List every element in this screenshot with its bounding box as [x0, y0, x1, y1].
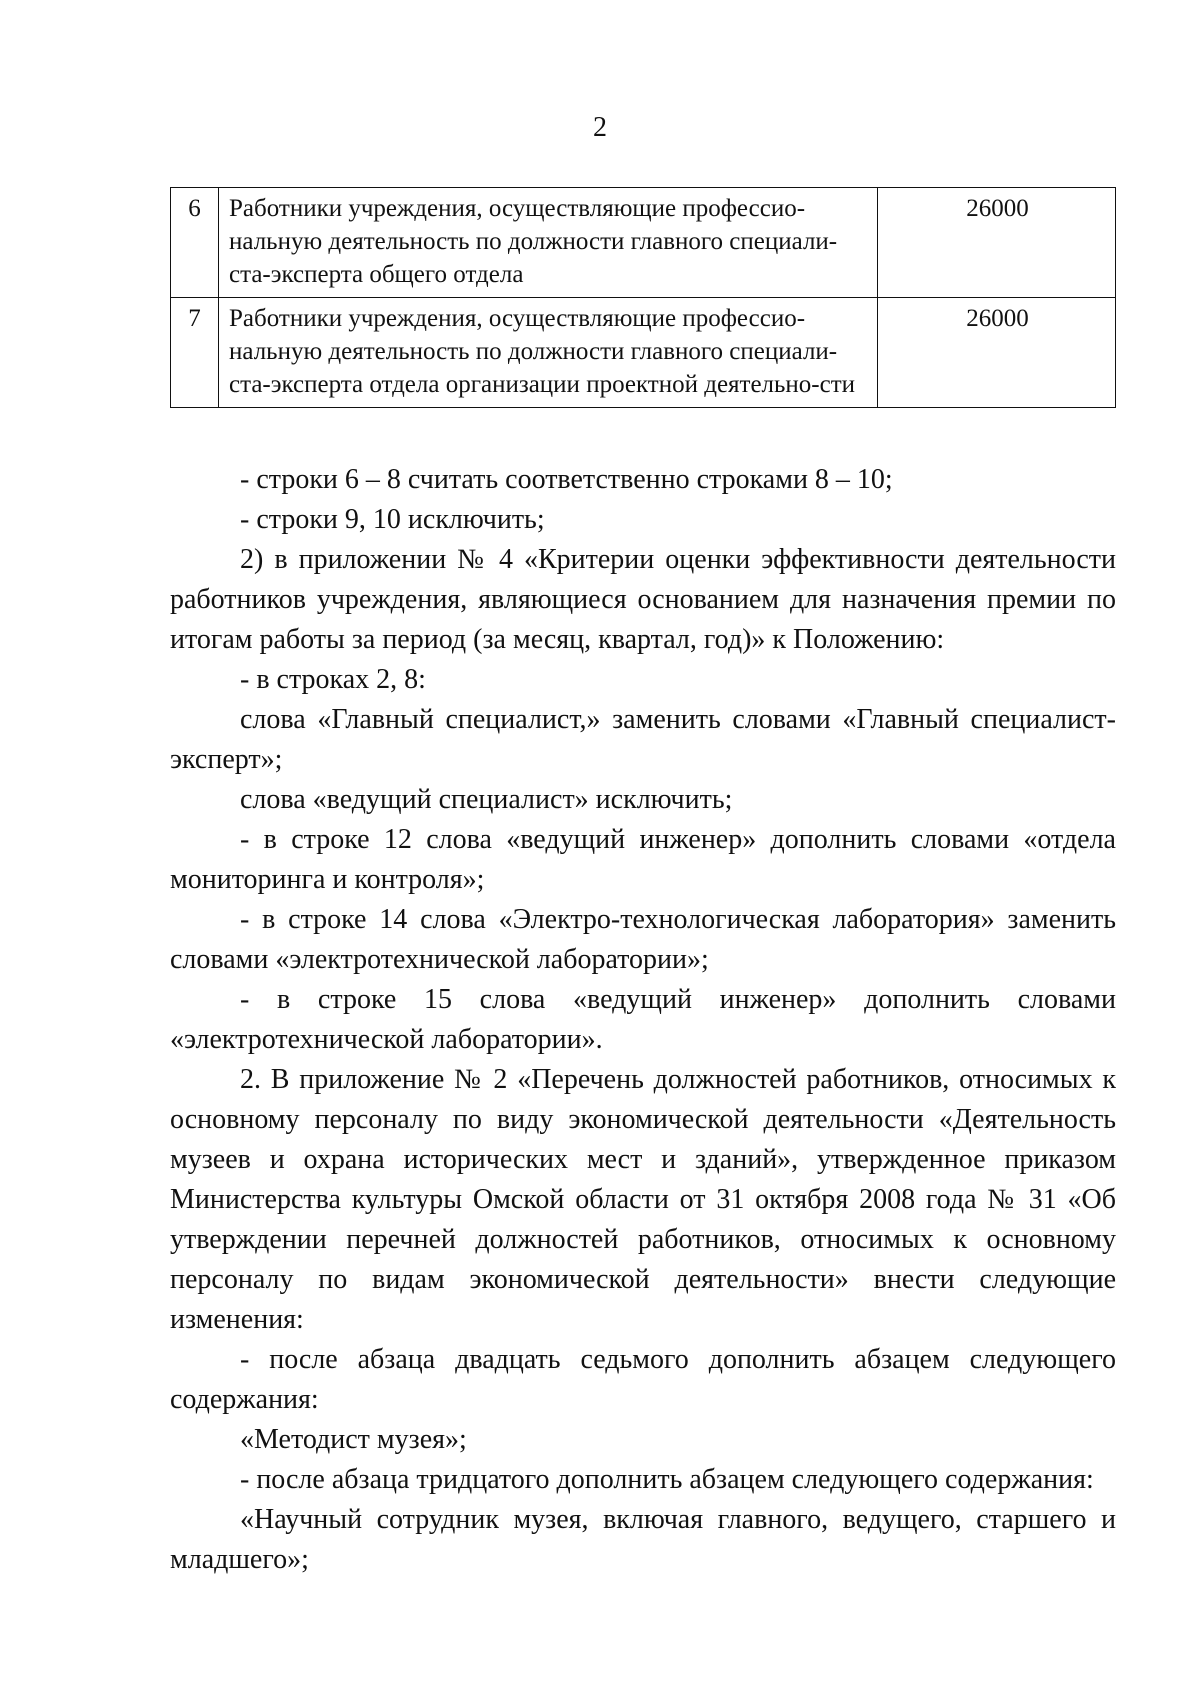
paragraph: - после абзаца двадцать седьмого дополнить абзацем следующего содержания: [170, 1344, 1116, 1415]
paragraph: «Научный сотрудник музея, включая главного, ведущего, старшего и младшего»; [170, 1504, 1116, 1575]
paragraph: 2) в приложении № 4 «Критерии оценки эффективности деятельности работников учреждения, являющиеся основанием для назначения премии по итогам работы за период (за месяц, квартал, год)» к Положению: [170, 544, 1116, 655]
paragraph: - после абзаца тридцатого дополнить абзацем следующего содержания: [240, 1464, 1094, 1495]
page-number: 2 [593, 112, 607, 143]
paragraph: слова «ведущий специалист» исключить; [240, 784, 733, 815]
paragraph: 2. В приложение № 2 «Перечень должностей работников, относимых к основному персоналу по виду экономической деятельности «Деятельность музеев и охрана исторических мест и зданий», утвержденное приказом Министерства культуры Омской области от 31 октября 2008 года № 31 «Об утверждении перечней должностей работников, относимых к основному персоналу по видам экономической деятельности» внести следующие изменения: [170, 1064, 1116, 1335]
paragraph: - в строках 2, 8: [240, 664, 426, 695]
row-amount: 26000 [878, 298, 1116, 408]
paragraph: слова «Главный специалист,» заменить словами «Главный специалист-эксперт»; [170, 704, 1116, 775]
paragraph: - строки 9, 10 исключить; [240, 504, 545, 535]
paragraph: «Методист музея»; [240, 1424, 467, 1455]
table-row [171, 188, 1116, 298]
row-description: Работники учреждения, осуществляющие профессио-нальную деятельность по должности главного специали-ста-эксперта общего отдела [219, 188, 878, 298]
document-body [170, 460, 1116, 1580]
paragraph: - в строке 12 слова «ведущий инженер» дополнить словами «отдела мониторинга и контроля»; [170, 824, 1116, 895]
row-amount: 26000 [878, 188, 1116, 298]
row-number: 7 [171, 298, 219, 408]
paragraph: - в строке 15 слова «ведущий инженер» дополнить словами «электротехнической лаборатории». [170, 984, 1116, 1055]
row-number: 6 [171, 188, 219, 298]
positions-table [170, 187, 1116, 408]
table-row [171, 298, 1116, 408]
paragraph: - строки 6 – 8 считать соответственно строками 8 – 10; [240, 464, 893, 495]
paragraph: - в строке 14 слова «Электро-технологическая лаборатория» заменить словами «электротехнической лаборатории»; [170, 904, 1116, 975]
row-description: Работники учреждения, осуществляющие профессио-нальную деятельность по должности главного специали-ста-эксперта отдела организации проектной деятельно-сти [219, 298, 878, 408]
